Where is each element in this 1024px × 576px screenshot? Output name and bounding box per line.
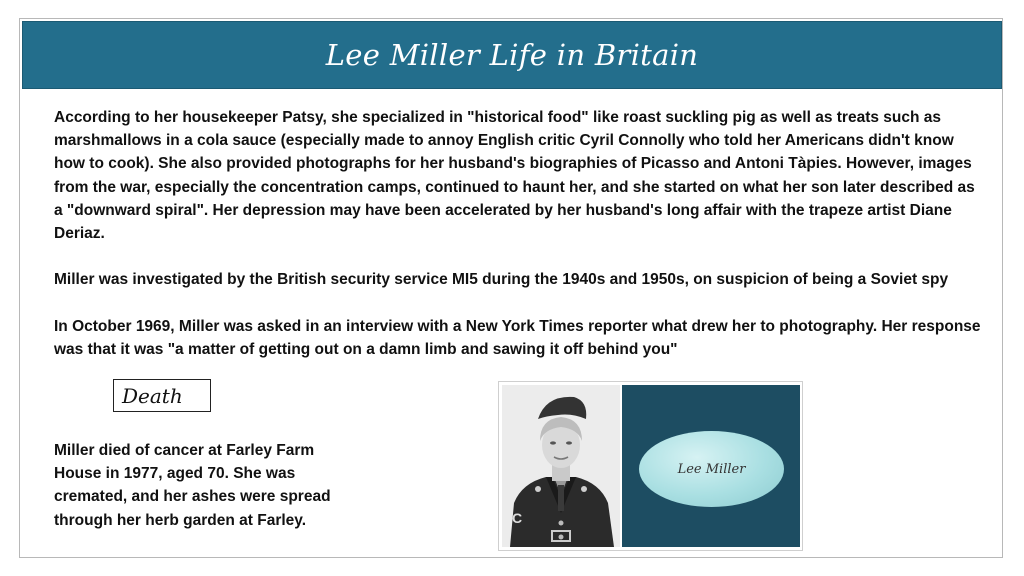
death-text: Miller died of cancer at Farley Farm House in 1977, aged 70. She was cremated, and her ashes were spread through her herb garden at Farley. xyxy=(54,442,331,529)
body-text xyxy=(54,106,984,384)
portrait-illustration xyxy=(502,385,620,547)
photo-caption: Lee Miller xyxy=(677,461,746,477)
svg-text:C: C xyxy=(512,510,523,526)
title-bar xyxy=(22,21,1002,89)
paragraph-housekeeper: According to her housekeeper Patsy, she specialized in "historical food" like roast suckling pig as well as treats such as marshmallows in a cola sauce (especially made to annoy English critic Cyril Connolly who told her Americans didn't know how to cook). She also provided photographs for her husband's biographies of Picasso and Antoni Tàpies. However, images from the war, especially the concentration camps, continued to haunt her, and she started on what her son later described as a "downward spiral". Her depression may have been accelerated by her husband's long affair with the trapeze artist Diane Deriaz. xyxy=(54,109,975,243)
portrait-photo xyxy=(502,385,620,547)
slide-title: Lee Miller Life in Britain xyxy=(325,38,699,72)
paragraph-mi5: Miller was investigated by the British security service MI5 during the 1940s and 1950s, on suspicion of being a Soviet spy xyxy=(54,271,949,289)
death-heading: Death xyxy=(113,379,211,412)
name-oval xyxy=(639,431,784,507)
photo-panel xyxy=(498,381,803,551)
paragraph-interview: In October 1969, Miller was asked in an interview with a New York Times reporter what drew her to photography. Her response was that it was "a matter of getting out on a damn limb and sawing it off behind you" xyxy=(54,317,981,358)
name-panel xyxy=(622,385,800,547)
